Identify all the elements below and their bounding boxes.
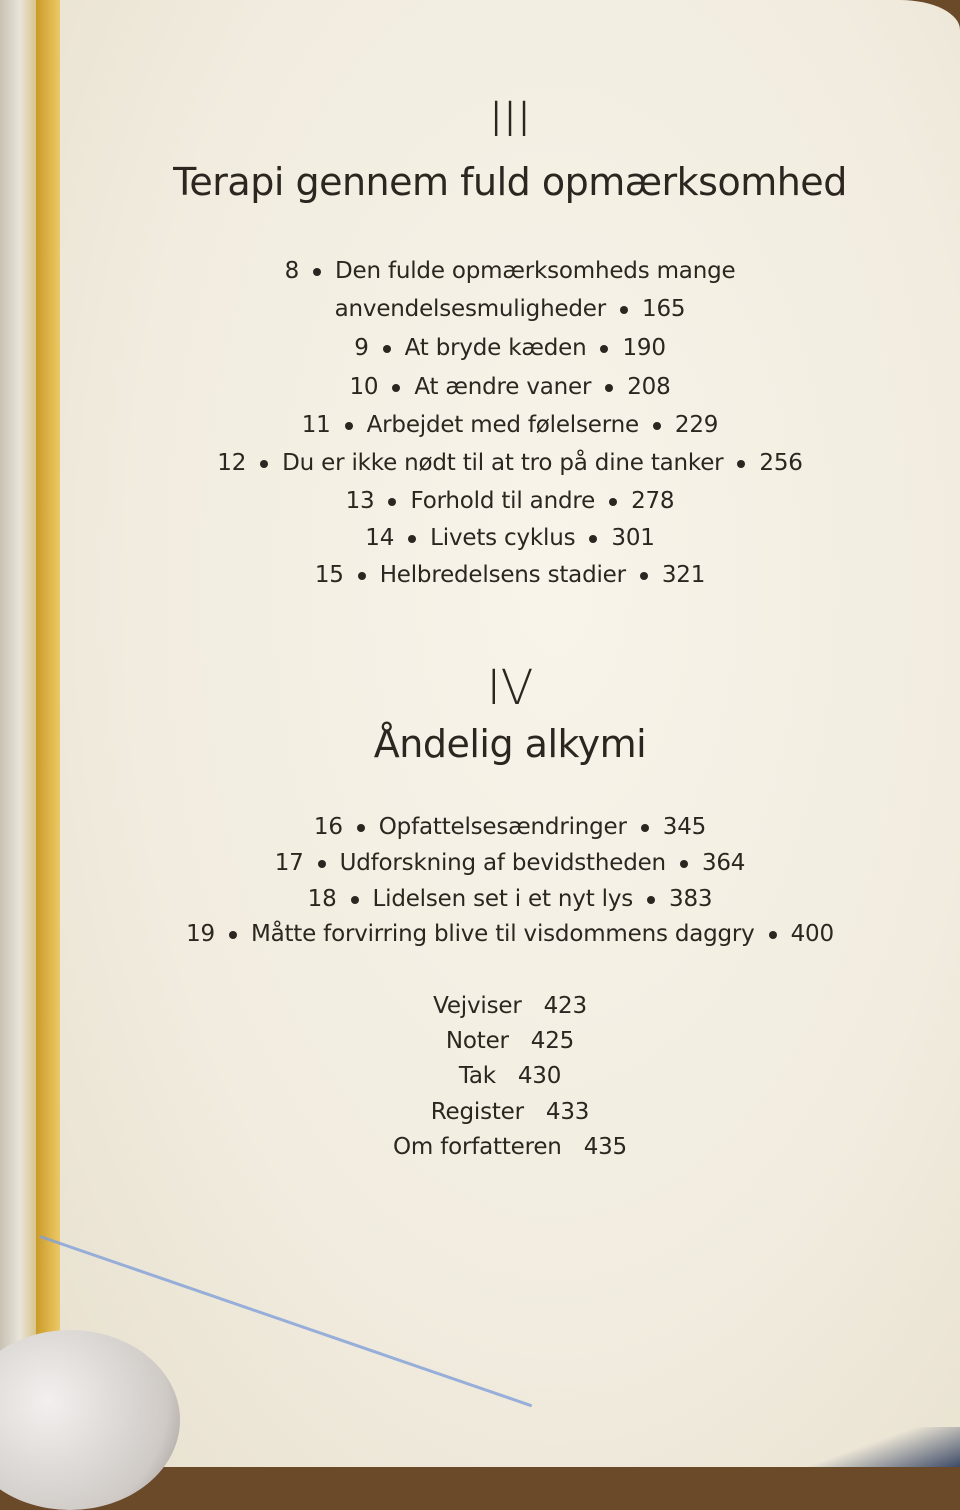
bullet-separator — [345, 422, 353, 430]
bullet-separator — [408, 535, 416, 543]
toc-entry: 15 Helbredelsens stadier 321 — [314, 562, 706, 588]
bullet-separator — [358, 572, 366, 580]
bullet-separator — [260, 460, 268, 468]
toc-entry: 17 Udforskning af bevidstheden 364 — [274, 850, 746, 876]
toc-entry: 10 At ændre vaner 208 — [349, 374, 671, 400]
bullet-separator — [392, 384, 400, 392]
part-title: Åndelig alkymi — [373, 722, 647, 766]
book-spine-edge — [0, 0, 40, 1467]
toc-entry: 9 At bryde kæden 190 — [354, 335, 666, 361]
back-matter-entry: Vejviser 423 — [433, 993, 587, 1019]
bullet-separator — [351, 896, 359, 904]
toc-entry: 13 Forhold til andre 278 — [345, 488, 675, 514]
bullet-separator — [680, 860, 688, 868]
corner-shadow — [760, 1427, 960, 1467]
back-matter-entry: Register 433 — [430, 1099, 590, 1125]
bullet-separator — [589, 535, 597, 543]
bullet-separator — [318, 860, 326, 868]
back-matter-entry: Noter 425 — [445, 1028, 575, 1054]
bullet-separator — [383, 345, 391, 353]
part-numeral: III — [489, 92, 531, 148]
bullet-separator — [605, 384, 613, 392]
part-numeral: IV — [486, 660, 534, 716]
bullet-separator — [620, 306, 628, 314]
toc-entry: 18 Lidelsen set i et nyt lys 383 — [307, 886, 713, 912]
bullet-separator — [769, 931, 777, 939]
toc-entry: 12 Du er ikke nødt til at tro på dine tanker 256 — [217, 450, 803, 476]
back-matter-entry: Om forfatteren 435 — [392, 1134, 627, 1160]
toc-entry: 16 Opfattelsesændringer 345 — [313, 814, 707, 840]
toc-entry: 19 Måtte forvirring blive til visdommens daggry 400 — [186, 921, 834, 947]
bullet-separator — [640, 572, 648, 580]
bullet-separator — [357, 824, 365, 832]
bullet-separator — [737, 460, 745, 468]
bullet-separator — [600, 345, 608, 353]
part-title: Terapi gennem fuld opmærksomhed — [173, 160, 847, 204]
toc-entry-cont: anvendelsesmuligheder 165 — [334, 296, 686, 322]
back-matter-entry: Tak 430 — [458, 1063, 562, 1089]
toc-entry: 11 Arbejdet med følelserne 229 — [301, 412, 719, 438]
bullet-separator — [653, 422, 661, 430]
bullet-separator — [647, 896, 655, 904]
bullet-separator — [313, 268, 321, 276]
bullet-separator — [229, 931, 237, 939]
bullet-separator — [388, 498, 396, 506]
bullet-separator — [641, 824, 649, 832]
toc-entry: 8 Den fulde opmærksomheds mange — [284, 258, 736, 284]
toc-entry: 14 Livets cyklus 301 — [365, 525, 655, 551]
bullet-separator — [609, 498, 617, 506]
